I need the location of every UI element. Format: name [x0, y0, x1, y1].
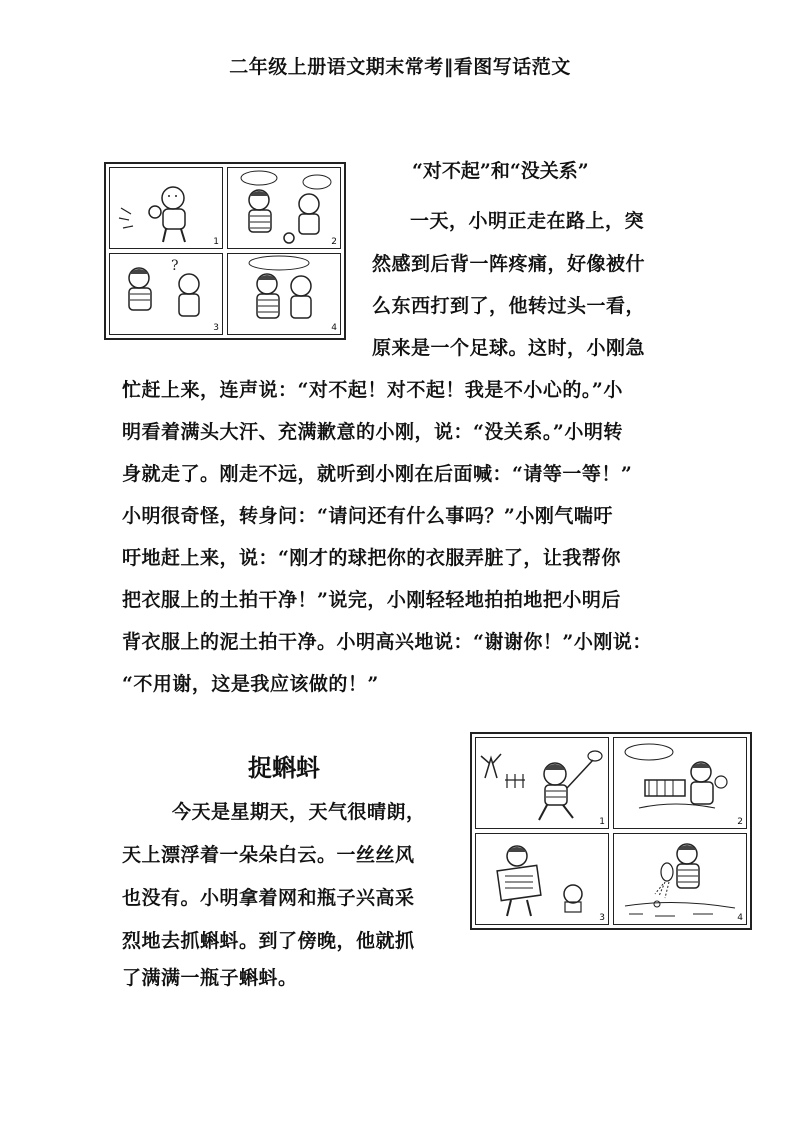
page-title: 二年级上册语文期末常考‖看图写话范文 — [229, 56, 571, 78]
boy-with-net-illustration — [476, 738, 608, 828]
comic-panel — [475, 737, 609, 829]
comic-panel — [613, 737, 747, 829]
boy-by-pond-illustration — [614, 738, 746, 828]
panel-number: 1 — [599, 817, 605, 827]
comic-panel — [613, 833, 747, 925]
panel-number: 3 — [599, 913, 605, 923]
story-line: 今天是星期天，天气很晴朗， — [172, 801, 426, 823]
panel-number: 2 — [737, 817, 743, 827]
story-line: 一天，小明正走在路上，突 — [410, 210, 645, 232]
svg-text:?: ? — [171, 258, 179, 274]
kid-hit-by-ball-illustration — [110, 168, 222, 248]
story-line: “不用谢，这是我应该做的！” — [122, 673, 379, 695]
comic-panel — [475, 833, 609, 925]
comic-panel — [109, 253, 223, 335]
kids-talking-illustration — [228, 168, 340, 248]
story-line: 原来是一个足球。这时，小刚急 — [372, 337, 646, 359]
comic-panel — [227, 167, 341, 249]
panel-number: 4 — [737, 913, 743, 923]
story-line: 然感到后背一阵疼痛，好像被什 — [372, 253, 646, 275]
story-line: 把衣服上的土拍干净！”说完，小刚轻轻地拍拍地把小明后 — [122, 589, 621, 611]
kid-patting-back-illustration — [228, 254, 340, 334]
kid-running-illustration — [110, 254, 222, 334]
comic-panel — [227, 253, 341, 335]
panel-number: 3 — [213, 323, 219, 333]
story-line: 明看着满头大汗、充满歉意的小刚，说：“没关系。”小明转 — [122, 421, 623, 443]
story-title: 捉蝌蚪 — [248, 753, 320, 782]
boy-reading-illustration — [476, 834, 608, 924]
story-title: “对不起”和“没关系” — [412, 160, 589, 182]
panel-number: 4 — [331, 323, 337, 333]
story-line: 身就走了。刚走不远，就听到小刚在后面喊：“请等一等！” — [122, 463, 633, 485]
story-line: 小明很奇怪，转身问：“请问还有什么事吗？”小刚气喘吁 — [122, 505, 613, 527]
panel-number: 2 — [331, 237, 337, 247]
story-line: 烈地去抓蝌蚪。到了傍晚，他就抓 — [122, 930, 415, 952]
story-line: 背衣服上的泥土拍干净。小明高兴地说：“谢谢你！”小刚说： — [122, 631, 652, 653]
story-line: 了满满一瓶子蝌蚪。 — [122, 967, 298, 989]
story-line: 么东西打到了，他转过头一看， — [372, 295, 646, 317]
boy-pouring-tadpoles-illustration — [614, 834, 746, 924]
story-line: 忙赶上来，连声说：“对不起！对不起！我是不小心的。”小 — [122, 379, 623, 401]
story-line: 也没有。小明拿着网和瓶子兴高采 — [122, 887, 415, 909]
story-line: 吁地赶上来，说：“刚才的球把你的衣服弄脏了，让我帮你 — [122, 547, 621, 569]
comic-strip-apology — [104, 162, 346, 340]
comic-panel — [109, 167, 223, 249]
story-line: 天上漂浮着一朵朵白云。一丝丝风 — [122, 844, 415, 866]
comic-strip-tadpoles — [470, 732, 752, 930]
panel-number: 1 — [213, 237, 219, 247]
